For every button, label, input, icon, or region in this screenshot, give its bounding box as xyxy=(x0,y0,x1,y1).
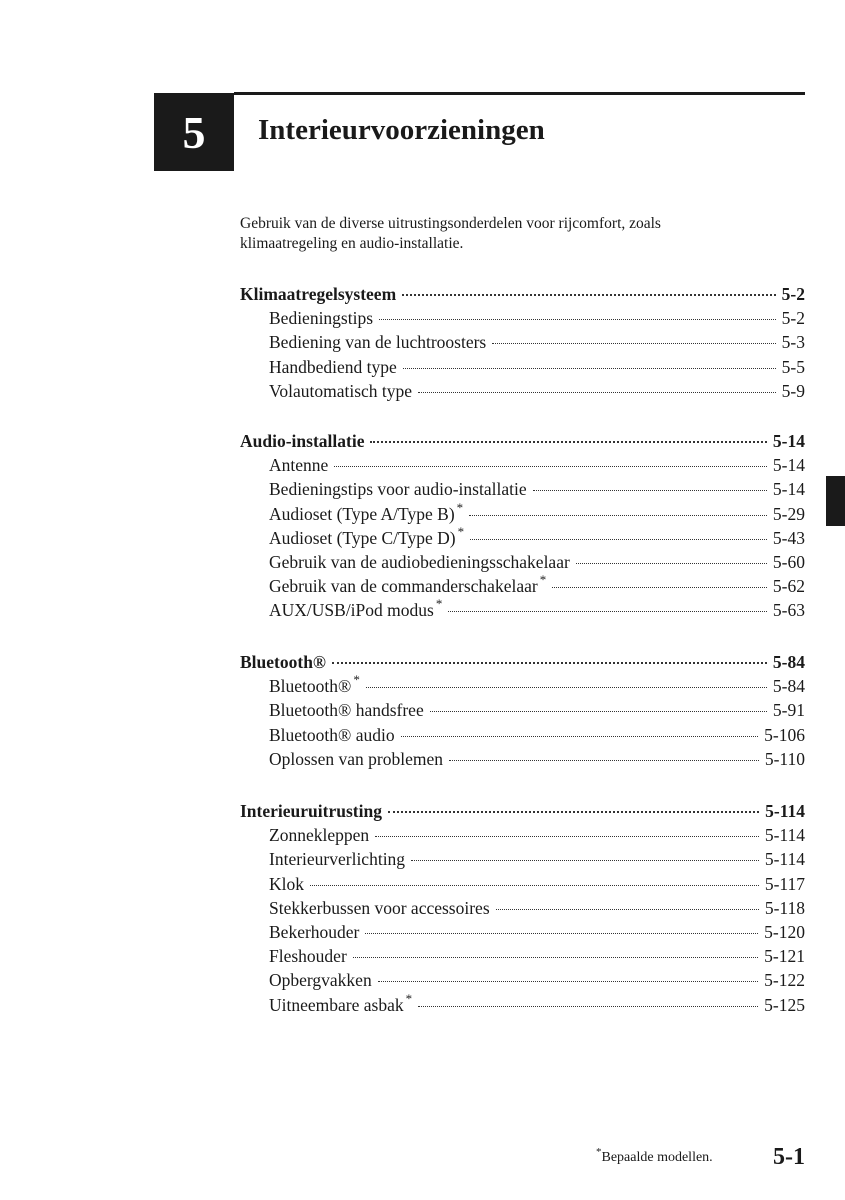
dot-leader xyxy=(388,811,759,813)
toc-entry[interactable] xyxy=(240,849,805,873)
toc-entry-label: Bluetooth® audio xyxy=(269,724,395,745)
dot-leader xyxy=(370,441,766,443)
toc-entry-label: Bluetooth® handsfree xyxy=(269,700,424,721)
dot-leader xyxy=(492,343,775,344)
footnote-star-icon: * xyxy=(435,596,443,612)
toc-entry[interactable] xyxy=(240,499,805,528)
title-rule xyxy=(234,92,805,95)
toc-entry-page: 5-125 xyxy=(764,994,805,1015)
toc-entry-page: 5-118 xyxy=(764,897,805,918)
dot-leader xyxy=(576,563,767,564)
toc-entry-page: 5-121 xyxy=(764,946,805,967)
dot-leader xyxy=(418,1006,758,1007)
toc-entry-label: Audioset (Type A/Type B) xyxy=(269,503,455,524)
toc-entry-page: 5-84 xyxy=(772,676,805,697)
toc-entry-label: Bekerhouder xyxy=(269,921,360,942)
toc-entry-page: 5-5 xyxy=(781,356,805,377)
toc-heading-page: 5-114 xyxy=(765,801,805,821)
toc-entry[interactable] xyxy=(240,874,805,898)
toc-entry-label: Stekkerbussen voor accessoires xyxy=(269,897,490,918)
toc-entry-page: 5-117 xyxy=(764,873,805,894)
dot-leader xyxy=(378,981,758,982)
toc-entry-label: Interieurverlichting xyxy=(269,849,406,870)
toc-entry-label: Gebruik van de audiobedieningsschakelaar xyxy=(269,551,570,572)
toc-heading-page: 5-2 xyxy=(781,284,805,304)
dot-leader xyxy=(533,490,767,491)
toc-entry-page: 5-60 xyxy=(772,551,805,572)
toc-section-heading[interactable] xyxy=(240,431,805,455)
dot-leader xyxy=(353,957,758,958)
toc-entry[interactable] xyxy=(240,725,805,749)
dot-leader xyxy=(418,392,776,393)
toc-entry[interactable] xyxy=(240,552,805,576)
toc-entry[interactable] xyxy=(240,700,805,724)
toc-entry-label: Bluetooth® xyxy=(269,676,352,697)
footnote-star-icon: * xyxy=(456,499,464,515)
dot-leader xyxy=(365,933,758,934)
footnote-star-icon: * xyxy=(405,990,413,1006)
toc-entry-page: 5-114 xyxy=(764,825,805,846)
toc-section-audio-installatie xyxy=(240,431,805,625)
dot-leader xyxy=(496,909,759,910)
toc-entry[interactable] xyxy=(240,357,805,381)
dot-leader xyxy=(552,587,767,588)
chapter-intro xyxy=(240,214,805,254)
toc-entry-page: 5-114 xyxy=(764,849,805,870)
toc-entry-label: Bedieningstips xyxy=(269,308,374,329)
toc-entry[interactable] xyxy=(240,523,805,552)
toc-entry-label: Klok xyxy=(269,873,304,894)
toc-entry-page: 5-2 xyxy=(781,308,805,329)
toc-entry-page: 5-9 xyxy=(781,380,805,401)
toc-entry[interactable] xyxy=(240,596,805,624)
toc-entry[interactable] xyxy=(240,970,805,994)
intro-line: Gebruik van de diverse uitrustingsonderdelen voor rijcomfort, zoals xyxy=(240,215,661,232)
toc-entry-label: Bedieningstips voor audio-installatie xyxy=(269,479,527,500)
toc-entry-page: 5-63 xyxy=(772,600,805,621)
toc-section-bluetooth xyxy=(240,652,805,773)
toc-entry-page: 5-106 xyxy=(764,724,805,745)
toc-section-heading[interactable] xyxy=(240,284,805,308)
dot-leader xyxy=(411,860,759,861)
toc-entry[interactable] xyxy=(240,946,805,970)
toc-entry-page: 5-14 xyxy=(772,455,805,476)
toc-entry-label: Gebruik van de commanderschakelaar xyxy=(269,576,538,597)
toc-heading-page: 5-14 xyxy=(772,431,805,451)
toc-entry[interactable] xyxy=(240,381,805,405)
dot-leader xyxy=(470,539,767,540)
dot-leader xyxy=(310,885,759,886)
toc-entry[interactable] xyxy=(240,332,805,356)
toc-entry-page: 5-122 xyxy=(764,970,805,991)
toc-entry-label: AUX/USB/iPod modus xyxy=(269,600,434,621)
toc-entry[interactable] xyxy=(240,572,805,600)
dot-leader xyxy=(379,319,776,320)
toc-heading-label: Bluetooth® xyxy=(240,652,326,672)
footnote-star-icon: * xyxy=(539,572,547,588)
toc-entry[interactable] xyxy=(240,922,805,946)
chapter-number: 5 xyxy=(182,106,206,158)
toc-section-klimaatregelsysteem xyxy=(240,284,805,405)
toc-entry[interactable] xyxy=(240,672,805,700)
toc-entry-page: 5-43 xyxy=(772,527,805,548)
toc-entry-page: 5-29 xyxy=(772,503,805,524)
dot-leader xyxy=(375,836,759,837)
toc-entry-label: Opbergvakken xyxy=(269,970,372,991)
toc-entry[interactable] xyxy=(240,479,805,503)
toc-entry-label: Handbediend type xyxy=(269,356,397,377)
toc-entry-label: Antenne xyxy=(269,455,329,476)
dot-leader xyxy=(402,294,776,296)
dot-leader xyxy=(366,687,767,688)
toc-entry-label: Audioset (Type C/Type D) xyxy=(269,527,456,548)
dot-leader xyxy=(448,611,767,612)
footnote-star-icon: * xyxy=(596,1146,602,1158)
toc-entry-label: Volautomatisch type xyxy=(269,380,413,401)
toc-entry-page: 5-14 xyxy=(772,479,805,500)
toc-heading-label: Interieuruitrusting xyxy=(240,801,382,821)
chapter-thumb-tab xyxy=(826,476,845,526)
toc-heading-label: Klimaatregelsysteem xyxy=(240,284,397,304)
toc-entry-label: Fleshouder xyxy=(269,946,347,967)
dot-leader xyxy=(469,515,767,516)
toc-section-heading[interactable] xyxy=(240,801,805,825)
toc-entry-label: Uitneembare asbak xyxy=(269,994,404,1015)
toc-entry-label: Bediening van de luchtroosters xyxy=(269,332,487,353)
toc-heading-label: Audio-installatie xyxy=(240,431,365,451)
dot-leader xyxy=(332,662,767,664)
chapter-title: Interieurvoorzieningen xyxy=(258,114,545,146)
footnote-star-icon: * xyxy=(457,523,465,539)
dot-leader xyxy=(334,466,767,467)
dot-leader xyxy=(430,711,767,712)
footnote-star-icon: * xyxy=(353,672,360,688)
toc-entry[interactable] xyxy=(240,749,805,773)
page-number: 5-1 xyxy=(773,1144,805,1170)
toc-entry-page: 5-3 xyxy=(781,332,805,353)
toc-entry-label: Oplossen van problemen xyxy=(269,748,443,769)
toc-entry[interactable] xyxy=(240,825,805,849)
dot-leader xyxy=(403,368,776,369)
toc-entry[interactable] xyxy=(240,898,805,922)
dot-leader xyxy=(449,760,759,761)
toc-entry-label: Zonnekleppen xyxy=(269,825,370,846)
footnote xyxy=(596,1146,713,1166)
toc-entry[interactable] xyxy=(240,308,805,332)
toc-entry[interactable] xyxy=(240,990,805,1019)
toc-entry-page: 5-110 xyxy=(764,748,805,769)
toc-section-heading[interactable] xyxy=(240,652,805,676)
toc-entry-page: 5-91 xyxy=(772,700,805,721)
chapter-number-box xyxy=(154,93,234,171)
toc-section-interieuruitrusting xyxy=(240,801,805,1019)
toc-entry-page: 5-62 xyxy=(772,576,805,597)
footnote-text: Bepaalde modellen. xyxy=(601,1150,713,1165)
toc-entry[interactable] xyxy=(240,455,805,479)
dot-leader xyxy=(401,736,759,737)
toc-entry-page: 5-120 xyxy=(764,921,805,942)
toc-heading-page: 5-84 xyxy=(772,652,805,672)
intro-line: klimaatregeling en audio-installatie. xyxy=(240,235,464,252)
